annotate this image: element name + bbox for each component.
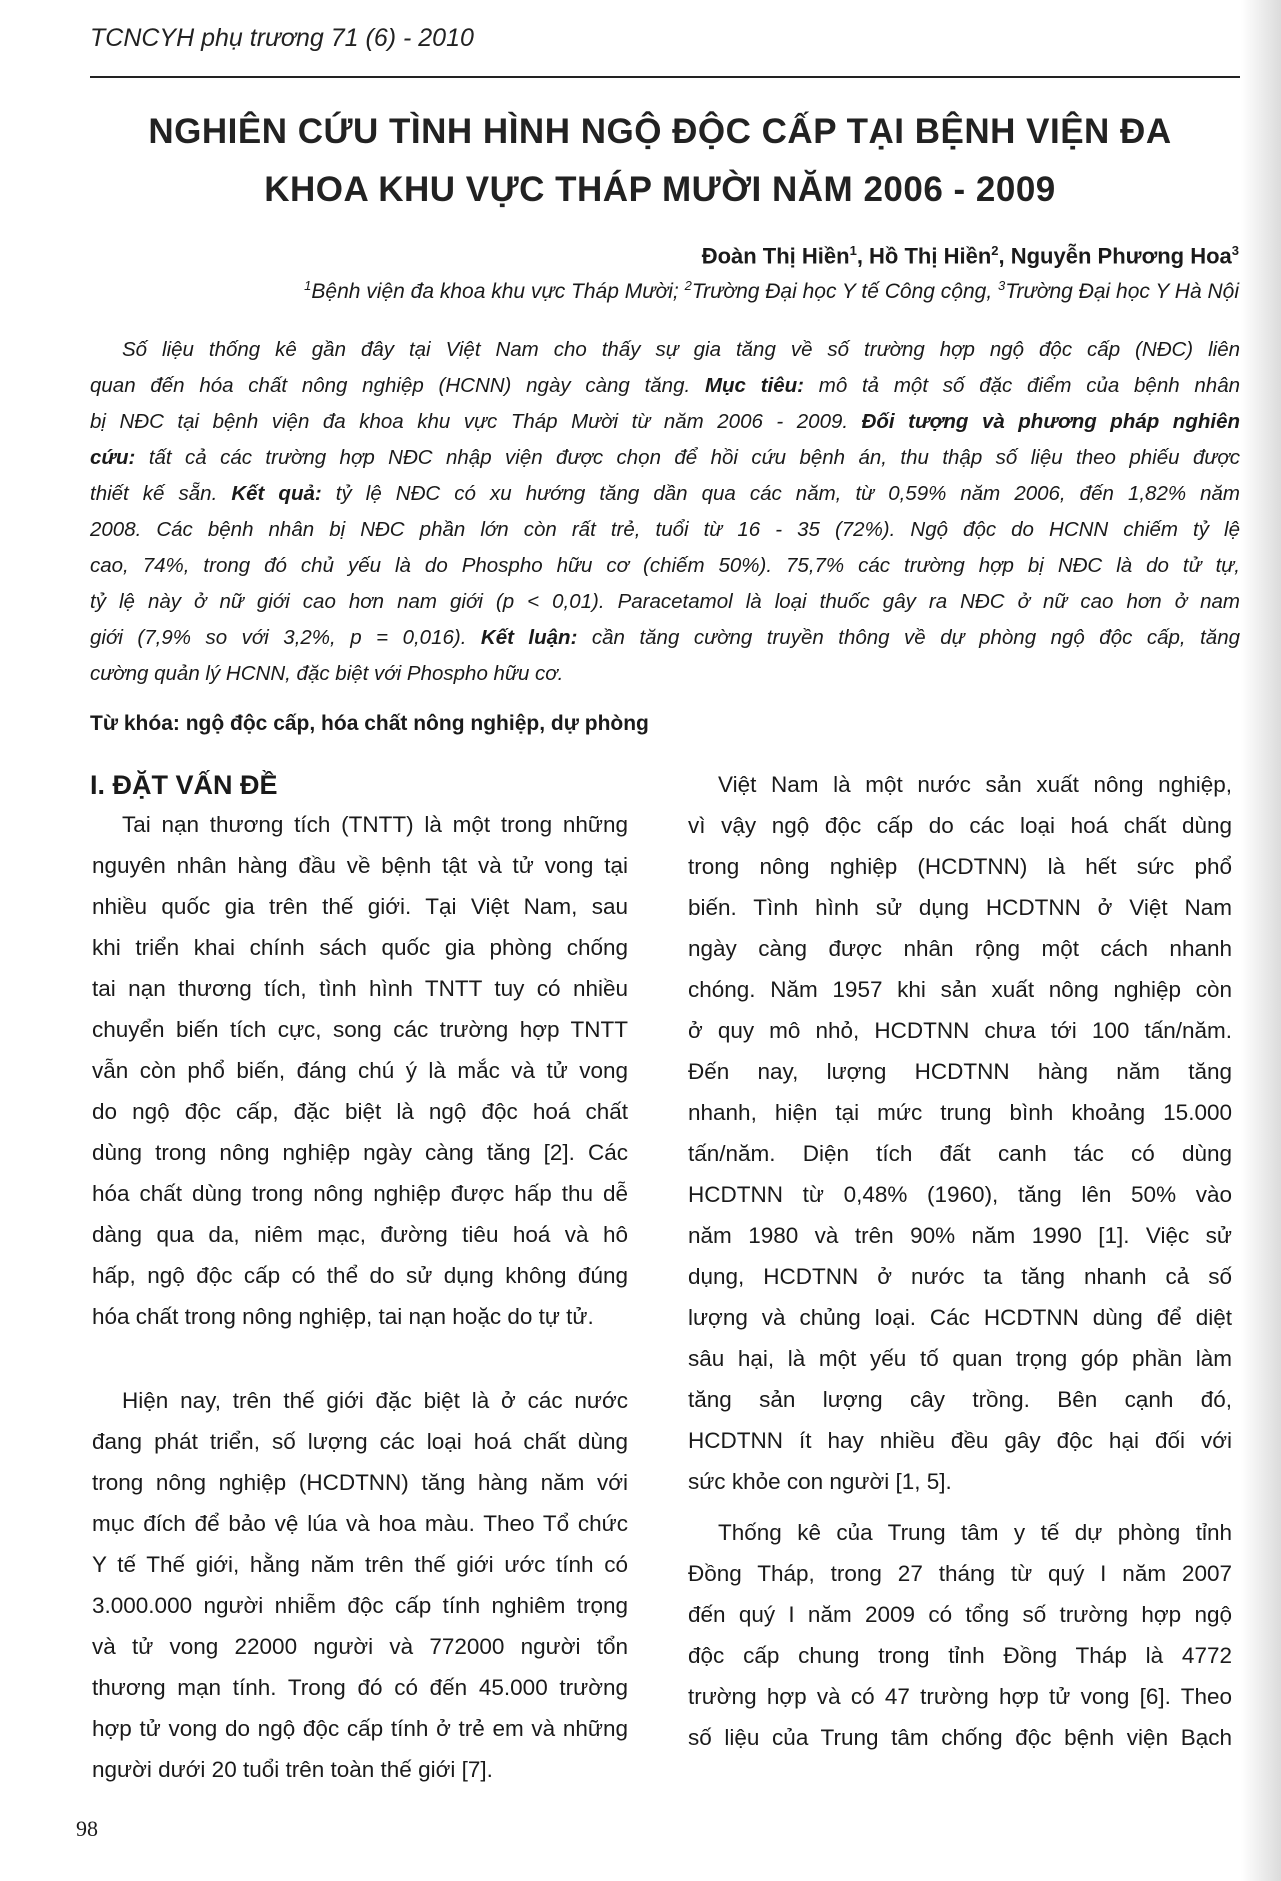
body-line: dụng, HCDTNN ở nước ta tăng nhanh cả số (688, 1264, 1232, 1289)
affiliation-name: Bệnh viện đa khoa khu vực Tháp Mười; (311, 280, 685, 303)
abstract-text: tỷ lệ NĐC có xu hướng tăng dần qua các năm, từ 0,59% năm 2006, đến 1,82% năm (321, 482, 1241, 505)
body-line: HCDTNN ít hay nhiều đều gây độc hại đối với (688, 1428, 1232, 1453)
body-line: tấn/năm. Diện tích đất canh tác có dùng (688, 1141, 1232, 1166)
body-line: Tai nạn thương tích (TNTT) là một trong những (122, 812, 628, 837)
affiliation-sup: 2 (684, 278, 692, 293)
body-line: tai nạn thương tích, tình hình TNTT tuy có nhiều (92, 976, 628, 1001)
body-line: ở quy mô nhỏ, HCDTNN chưa tới 100 tấn/năm. (688, 1018, 1232, 1043)
body-line: dùng trong nông nghiệp ngày càng tăng [2]. Các (92, 1140, 628, 1165)
body-line: 3.000.000 người nhiễm độc cấp tính nghiêm trọng (92, 1593, 628, 1618)
abstract-line (90, 374, 1240, 398)
body-line: Đến nay, lượng HCDTNN hàng năm tăng (688, 1059, 1232, 1084)
body-line: Việt Nam là một nước sản xuất nông nghiệp, (718, 772, 1232, 797)
abstract-text: thiết kế sẵn. (90, 482, 232, 505)
body-line: hợp tử vong do ngộ độc cấp tính ở trẻ em và những (92, 1716, 628, 1741)
body-line: khi triển khai chính sách quốc gia phòng chống (92, 935, 628, 960)
body-line: chuyển biến tích cực, song các trường hợp TNTT (92, 1017, 628, 1042)
body-line: số liệu của Trung tâm chống độc bệnh viện Bạch (688, 1725, 1232, 1750)
body-line: lượng và chủng loại. Các HCDTNN dùng để diệt (688, 1305, 1232, 1330)
body-line: vẫn còn phổ biến, đáng chú ý là mắc và tử vong (92, 1058, 628, 1083)
body-line: ngày càng được nhân rộng một cách nhanh (688, 936, 1232, 961)
section-heading: I. ĐẶT VẤN ĐỀ (90, 770, 278, 800)
body-line: Y tế Thế giới, hằng năm trên thế giới ước tính có (92, 1552, 628, 1577)
abstract-bold-label: Kết quả: (231, 482, 322, 505)
abstract-line (90, 446, 1240, 470)
affiliation-name: Trường Đại học Y Hà Nội (1005, 280, 1239, 303)
body-line: tăng sản lượng cây trồng. Bên cạnh đó, (688, 1387, 1232, 1412)
body-line: sức khỏe con người [1, 5]. (688, 1469, 952, 1494)
body-line: người dưới 20 tuổi trên toàn thế giới [7]. (92, 1757, 493, 1782)
author-sup: 1 (849, 243, 857, 258)
abstract-text: 2008. Các bệnh nhân bị NĐC phần lớn còn rất trẻ, tuổi từ 16 - 35 (72%). Ngộ độc do HCNN chiếm tỷ lệ (90, 518, 1240, 541)
body-line: độc cấp chung trong tỉnh Đồng Tháp là 4772 (688, 1643, 1232, 1668)
abstract-text: tất cả các trường hợp NĐC nhập viện được chọn để hồi cứu bệnh án, thu thập số liệu theo phiếu được (135, 446, 1240, 469)
abstract-text: tỷ lệ này ở nữ giới cao hơn nam giới (p < 0,01). Paracetamol là loại thuốc gây ra NĐC ở nữ cao hơn ở nam (90, 590, 1240, 613)
author-name: Đoàn Thị Hiền (701, 243, 850, 269)
body-line: trong nông nghiệp (HCDTNN) là hết sức phổ (688, 854, 1232, 879)
body-line: biến. Tình hình sử dụng HCDTNN ở Việt Nam (688, 895, 1232, 920)
body-line: đang phát triển, số lượng các loại hoá chất dùng (92, 1429, 628, 1454)
affiliations (304, 278, 1239, 304)
authors (702, 243, 1239, 269)
keywords: Từ khóa: ngộ độc cấp, hóa chất nông nghiệp, dự phòng (90, 712, 649, 735)
abstract-line (90, 590, 1240, 614)
body-line: đến quý I năm 2009 có tổng số trường hợp ngộ (688, 1602, 1232, 1627)
abstract-text: cường quản lý HCNN, đặc biệt với Phospho hữu cơ. (90, 662, 564, 685)
body-line: Hiện nay, trên thế giới đặc biệt là ở các nước (122, 1388, 628, 1413)
abstract-line (90, 482, 1240, 506)
scan-shadow (1241, 0, 1281, 1881)
affiliation-sup: 1 (304, 278, 312, 293)
affiliation-sup: 3 (997, 278, 1006, 293)
body-line: do ngộ độc cấp, đặc biệt là ngộ độc hoá chất (92, 1099, 628, 1124)
body-line: hóa chất dùng trong nông nghiệp được hấp thu dễ (92, 1181, 628, 1206)
body-line: nhiều quốc gia trên thế giới. Tại Việt Nam, sau (92, 894, 628, 919)
body-line: mục đích để bảo vệ lúa và hoa màu. Theo Tổ chức (92, 1511, 628, 1536)
abstract-text: cần tăng cường truyền thông về dự phòng ngộ độc cấp, tăng (577, 626, 1240, 649)
author-sep: , (856, 243, 870, 269)
article-title-line-1: NGHIÊN CỨU TÌNH HÌNH NGỘ ĐỘC CẤP TẠI BỆNH VIỆN ĐA (148, 112, 1172, 151)
body-line: hấp, ngộ độc cấp có thể do sử dụng không đúng (92, 1263, 628, 1288)
body-line: và tử vong 22000 người và 772000 người tổn (92, 1634, 628, 1659)
abstract-text: mô tả một số đặc điểm của bệnh nhân (803, 374, 1241, 397)
author-sup: 3 (1231, 243, 1239, 258)
abstract-bold-label: Đối tượng và phương pháp nghiên (861, 410, 1240, 433)
abstract-text: quan đến hóa chất nông nghiệp (HCNN) ngày càng tăng. (90, 374, 705, 397)
body-line: nhanh, hiện tại mức trung bình khoảng 15.000 (688, 1100, 1232, 1125)
abstract-bold-label: cứu: (90, 446, 136, 469)
author-name: Hồ Thị Hiền (869, 243, 992, 269)
journal-header: TCNCYH phụ trương 71 (6) - 2010 (90, 24, 474, 52)
abstract-line (90, 554, 1240, 578)
body-line: chóng. Năm 1957 khi sản xuất nông nghiệp còn (688, 977, 1232, 1002)
abstract-line (90, 662, 1240, 686)
body-line: Thống kê của Trung tâm y tế dự phòng tỉnh (718, 1520, 1232, 1545)
header-rule (90, 76, 1240, 78)
abstract-text: bị NĐC tại bệnh viện đa khoa khu vực Tháp Mười từ năm 2006 - 2009. (90, 410, 862, 433)
page-number: 98 (76, 1816, 98, 1841)
body-line: thương mạn tính. Trong đó có đến 45.000 trường (92, 1675, 628, 1700)
abstract-line (122, 338, 1240, 362)
abstract-bold-label: Kết luận: (480, 626, 578, 649)
body-line: trường hợp và có 47 trường hợp tử vong [6]. Theo (688, 1684, 1232, 1709)
affiliation-name: Trường Đại học Y tế Công cộng, (691, 280, 998, 303)
body-line: HCDTNN từ 0,48% (1960), tăng lên 50% vào (688, 1182, 1232, 1207)
body-line: Đồng Tháp, trong 27 tháng từ quý I năm 2007 (688, 1561, 1232, 1586)
author-sep: , (998, 243, 1011, 269)
abstract-line (90, 410, 1240, 434)
body-line: dàng qua da, niêm mạc, đường tiêu hoá và hô (92, 1222, 628, 1247)
body-line: trong nông nghiệp (HCDTNN) tăng hàng năm với (92, 1470, 628, 1495)
abstract-text: cao, 74%, trong đó chủ yếu là do Phospho hữu cơ (chiếm 50%). 75,7% các trường hợp bị NĐC là do tử tự, (90, 554, 1240, 577)
abstract-text: giới (7,9% so với 3,2%, p = 0,016). (90, 626, 481, 649)
abstract-line (90, 626, 1240, 650)
body-line: hóa chất trong nông nghiệp, tai nạn hoặc do tự tử. (92, 1304, 594, 1329)
abstract-bold-label: Mục tiêu: (704, 374, 804, 397)
abstract-line (90, 518, 1240, 542)
body-line: sâu hại, là một yếu tố quan trọng góp phần làm (688, 1346, 1232, 1371)
abstract-text: Số liệu thống kê gần đây tại Việt Nam cho thấy sự gia tăng về số trường hợp ngộ độc cấp (NĐC) liên (122, 338, 1240, 361)
body-line: vì vậy ngộ độc cấp do các loại hoá chất dùng (688, 813, 1232, 838)
body-line: năm 1980 và trên 90% năm 1990 [1]. Việc sử (688, 1223, 1232, 1248)
article-title-line-2: KHOA KHU VỰC THÁP MƯỜI NĂM 2006 - 2009 (264, 170, 1056, 209)
body-line: nguyên nhân hàng đầu về bệnh tật và tử vong tại (92, 853, 628, 878)
author-name: Nguyễn Phương Hoa (1010, 243, 1232, 269)
author-sup: 2 (991, 243, 999, 258)
